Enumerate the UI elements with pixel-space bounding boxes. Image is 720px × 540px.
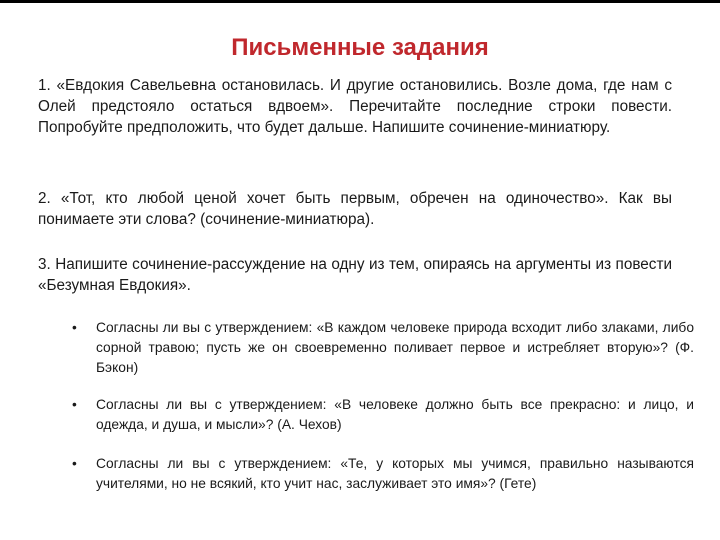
task-2: 2. «Тот, кто любой ценой хочет быть первым, обречен на одиночество». Как вы понимаете эти слова? (сочинение-миниатюра).: [38, 190, 672, 228]
task-1: 1. «Евдокия Савельевна остановилась. И другие остановились. Возле дома, где нам с Олей предстояло остаться вдвоем». Перечитайте последние строки повести. Попробуйте предположить, что будет дальше. Напишите сочинение-миниатюру.: [38, 77, 672, 136]
quote-item: [72, 395, 694, 435]
quote-text: Согласны ли вы с утверждением: «В человеке должно быть все прекрасно: и лицо, и одежда, и душа, и мысли»? (А. Чехов): [96, 397, 694, 432]
quote-list: [72, 318, 694, 518]
top-border: [0, 0, 720, 3]
quote-item: [72, 318, 694, 378]
quote-text: Согласны ли вы с утверждением: «В каждом человеке природа всходит либо злаками, либо сорной травою; пусть же он своевременно поливает первое и истребляет вторую»? (Ф. Бэкон): [96, 320, 694, 375]
bullet-icon: •: [72, 320, 77, 335]
task-3: 3. Напишите сочинение-рассуждение на одну из тем, опираясь на аргументы из повести «Безумная Евдокия».: [38, 256, 672, 294]
quote-text: Согласны ли вы с утверждением: «Те, у которых мы учимся, правильно называются учителями, но не всякий, кто учит нас, заслуживает это имя»? (Гете): [96, 456, 694, 491]
slide-title: Письменные задания: [231, 34, 489, 61]
bullet-icon: •: [72, 456, 77, 471]
quote-item: [72, 454, 694, 494]
bullet-icon: •: [72, 397, 77, 412]
